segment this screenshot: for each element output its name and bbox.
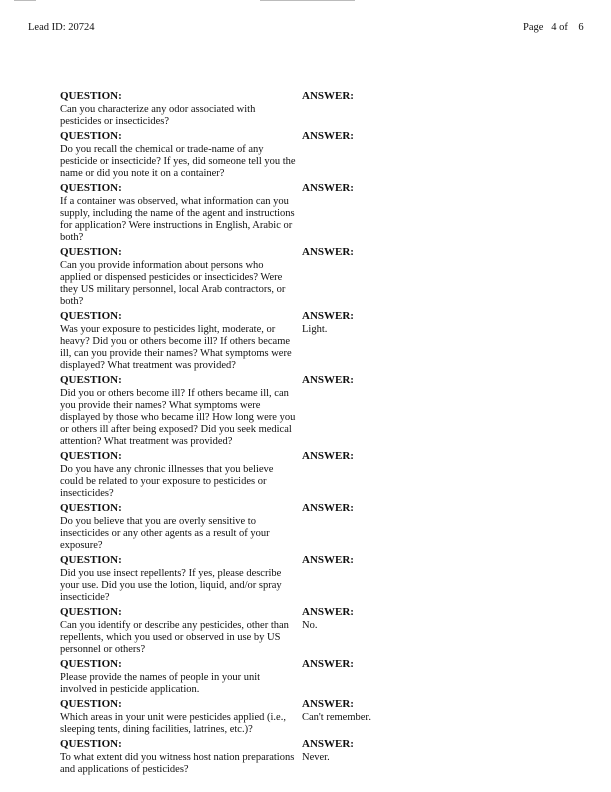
answer-text: Can't remember. [302,712,371,723]
question-text: To what extent did you witness host nation preparations and applications of pesticides? [60,752,295,775]
question-label: QUESTION: [60,554,122,566]
answer-label: ANSWER: [302,310,354,322]
answer-column [302,502,422,516]
qa-item [60,554,600,604]
answer-text: No. [302,620,318,631]
page-label: Page [523,22,544,33]
question-text: Can you characterize any odor associated with pesticides or insecticides? [60,104,256,127]
question-answer-list [60,90,600,778]
answer-column [302,738,422,764]
answer-column [302,182,422,196]
question-text: Did you or others become ill? If others became ill, can you provide their names? What symptoms were displayed by those who became ill? How long were you or others ill after being exposed? Did you seek medical attention? What treatment was provided? [60,388,296,447]
question-label: QUESTION: [60,374,122,386]
question-text: Did you use insect repellents? If yes, please describe your use. Did you use the lotion, liquid, and/or spray insecticide? [60,568,282,603]
answer-label: ANSWER: [302,658,354,670]
question-text: Was your exposure to pesticides light, moderate, or heavy? Did you or others become ill? If others became ill, can you provide their names? What symptoms were displayed? What treatment was provided? [60,324,292,371]
answer-label: ANSWER: [302,606,354,618]
page-of: of [559,22,568,33]
lead-id: Lead ID: 20724 [28,22,95,33]
answer-label: ANSWER: [302,374,354,386]
qa-item [60,698,600,736]
qa-item [60,502,600,552]
question-label: QUESTION: [60,182,122,194]
question-text: Do you recall the chemical or trade-name of any pesticide or insecticide? If yes, did someone tell you the name or did you note it on a container? [60,144,296,179]
answer-label: ANSWER: [302,246,354,258]
question-text: Can you provide information about persons who applied or dispensed pesticides or insecticides? Were they US military personnel, local Arab contractors, or both? [60,260,286,307]
question-text: Which areas in your unit were pesticides applied (i.e., sleeping tents, dining facilities, latrines, etc.)? [60,712,286,735]
question-label: QUESTION: [60,130,122,142]
scan-artifact [260,0,355,1]
answer-column [302,698,422,724]
answer-text: Light. [302,324,328,335]
answer-column [302,450,422,464]
answer-column [302,310,422,336]
question-label: QUESTION: [60,90,122,102]
answer-column [302,554,422,568]
qa-item [60,90,600,128]
page-current: 4 [551,22,557,33]
answer-column [302,130,422,144]
answer-label: ANSWER: [302,502,354,514]
question-label: QUESTION: [60,606,122,618]
scan-artifact [14,0,36,1]
question-label: QUESTION: [60,738,122,750]
qa-item [60,606,600,656]
qa-item [60,658,600,696]
answer-column [302,374,422,388]
question-label: QUESTION: [60,698,122,710]
question-label: QUESTION: [60,246,122,258]
question-label: QUESTION: [60,450,122,462]
answer-text: Never. [302,752,330,763]
question-text: Do you believe that you are overly sensitive to insecticides or any other agents as a result of your exposure? [60,516,270,551]
question-text: Do you have any chronic illnesses that you believe could be related to your exposure to pesticides or insecticides? [60,464,274,499]
answer-label: ANSWER: [302,90,354,102]
question-text: Please provide the names of people in your unit involved in pesticide application. [60,672,261,695]
qa-item [60,130,600,180]
answer-column [302,246,422,260]
qa-item [60,374,600,448]
question-text: Can you identify or describe any pesticides, other than repellents, which you used or observed in use by US personnel or others? [60,620,289,655]
question-label: QUESTION: [60,310,122,322]
answer-label: ANSWER: [302,130,354,142]
qa-item [60,450,600,500]
question-label: QUESTION: [60,502,122,514]
answer-label: ANSWER: [302,182,354,194]
answer-label: ANSWER: [302,698,354,710]
answer-label: ANSWER: [302,738,354,750]
answer-column [302,658,422,672]
page-number [523,22,584,33]
question-text: If a container was observed, what information can you supply, including the name of the agent and instructions for application? Were instructions in English, Arabic or both? [60,196,295,243]
qa-item [60,738,600,776]
page-total: 6 [578,22,584,33]
answer-label: ANSWER: [302,554,354,566]
qa-item [60,310,600,372]
answer-column [302,606,422,632]
qa-item [60,182,600,244]
answer-column [302,90,422,104]
question-label: QUESTION: [60,658,122,670]
answer-label: ANSWER: [302,450,354,462]
qa-item [60,246,600,308]
